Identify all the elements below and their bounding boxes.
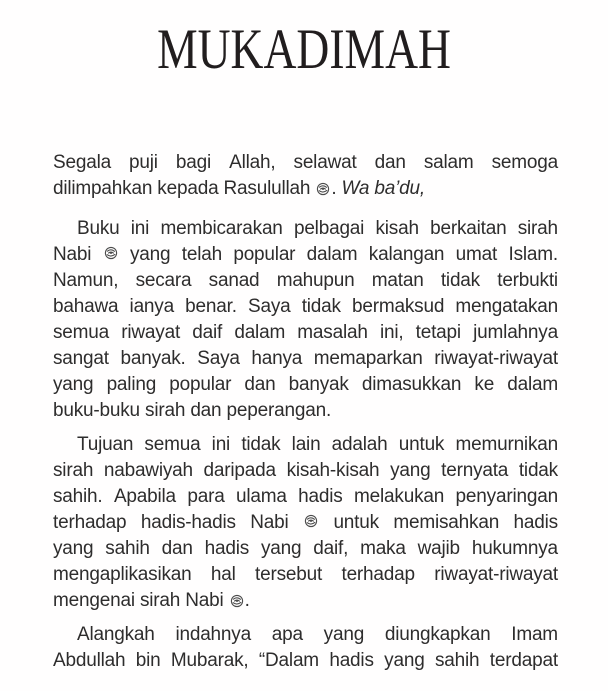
word: kisah [375,218,419,239]
word: Buku [77,218,120,239]
text-line [53,176,558,202]
word: hadis [298,486,343,507]
text-line [53,648,558,674]
word: daif, [313,538,349,559]
word: sirah [53,460,94,481]
text-line [53,320,558,346]
word: kisah-kisah [286,460,380,481]
word: hal [210,564,236,585]
word: Namun, [53,270,119,291]
word: ternyata [441,460,509,481]
pbuh-honorific: . [229,588,250,614]
word: Islam. [508,244,558,265]
word: mengaplikasikan [53,564,192,585]
text-line [53,294,558,320]
word: semua [53,322,110,343]
word: dan [190,400,222,421]
word: dalam [234,322,286,343]
word: Alangkah [77,624,155,645]
word: semua [144,434,201,455]
word: Allah, [229,152,276,173]
word: dalam [306,244,358,265]
word: tetapi [415,322,461,343]
word: memaparkan [313,348,423,369]
word: terdapat [489,650,558,671]
word: riwayat-riwayat [434,348,558,369]
word: sirah [145,400,186,421]
word: Segala [53,152,111,173]
word: dan [374,152,406,173]
word: Nabi [250,512,289,533]
word: telah [181,244,222,265]
word: umat [455,244,498,265]
word: tidak [241,434,281,455]
word: bahawa [53,296,119,317]
word: semoga [491,152,558,173]
word: daif [192,322,223,343]
word: yang [130,244,171,265]
word: untuk [333,512,379,533]
word: popular [233,244,296,265]
word: hadis [513,512,558,533]
text-line [53,242,558,268]
word: yang [260,538,302,559]
word: ini [130,218,150,239]
word: secara [135,270,192,291]
word: matan [371,270,424,291]
pbuh-honorific [303,514,319,528]
word: daripada [203,460,276,481]
word: dimasukkan [361,374,462,395]
word: Saya [197,348,240,369]
word: Abdullah [53,650,126,671]
word: terhadap [53,512,127,533]
word: bermaksud [352,296,445,317]
word: maka [360,538,406,559]
word: Tujuan [77,434,134,455]
word: sangat [53,348,109,369]
word: jumlahnya [473,322,558,343]
word: hadis [329,650,374,671]
word: mengenai [53,590,135,611]
word: terbukti [497,270,558,291]
word: melakukan [354,486,445,507]
pbuh-calligraphy-icon [304,514,318,528]
word: riwayat [121,322,181,343]
text-line [53,216,558,242]
body-text [0,150,608,674]
word: yang [384,650,425,671]
word: tidak [301,296,341,317]
text-line [53,458,558,484]
word: hanya [251,348,303,369]
word: ke [474,374,495,395]
word: memisahkan [393,512,500,533]
pbuh-calligraphy-icon [230,594,244,608]
word: Rasulullah [223,178,311,199]
word: pelbagai [293,218,365,239]
word: mahupun [276,270,355,291]
word: ulama [236,486,287,507]
word: yang [390,460,431,481]
text-line [53,536,558,562]
word: Nabi [185,590,224,611]
word: ini [211,434,231,455]
word: bagi [175,152,212,173]
word: dan [244,374,276,395]
word: hadis [204,538,250,559]
pbuh-honorific: . [315,176,336,202]
text-line [53,398,558,424]
word: peperangan. [226,400,332,421]
word: sahih. [53,486,103,507]
word: tidak [440,270,480,291]
word: selawat [293,152,357,173]
word: buku-buku [53,400,140,421]
word: tidak [518,460,558,481]
word: Nabi [53,244,92,265]
word: membicarakan [160,218,283,239]
word: yang [53,374,94,395]
word: Imam [511,624,558,645]
word: Saya [248,296,291,317]
word: mengatakan [455,296,558,317]
word: sirah [139,590,181,611]
pbuh-honorific [103,246,119,260]
word: ianya [129,296,174,317]
word: yang [323,624,365,645]
word: dilimpahkan [53,178,153,199]
text-line [53,588,558,614]
word: memurnikan [455,434,558,455]
word: nabawiyah [103,460,193,481]
word: bin [135,650,161,671]
word: kalangan [368,244,445,265]
word: banyak [288,374,349,395]
word: untuk [398,434,445,455]
word: “Dalam [258,650,319,671]
word: diungkapkan [384,624,491,645]
text-line [53,510,558,536]
word: yang [53,538,94,559]
word: adalah [331,434,388,455]
word: terhadap [341,564,415,585]
word: sahih [434,650,480,671]
word: ini, [379,322,404,343]
word: masalah [297,322,368,343]
text-line [53,268,558,294]
word: tersebut [255,564,323,585]
word: benar. [185,296,237,317]
word: wajib [417,538,460,559]
word: Mubarak, [170,650,249,671]
word: hukumnya [471,538,558,559]
word: lain [291,434,321,455]
word: penyaringan [455,486,558,507]
word: dan [161,538,193,559]
paragraph [53,150,558,202]
word: hadis-hadis [140,512,236,533]
text-line [53,372,558,398]
text-line [53,562,558,588]
page-title: MUKADIMAH [157,18,451,81]
word: banyak. [120,348,186,369]
word: para [187,486,225,507]
word: sahih [105,538,150,559]
text-line [53,484,558,510]
word: salam [423,152,474,173]
text-line [53,622,558,648]
word: riwayat-riwayat [434,564,558,585]
pbuh-calligraphy-icon [104,246,118,260]
word: puji [129,152,158,173]
word: sanad [208,270,260,291]
word: berkaitan [430,218,507,239]
word: sirah [517,218,558,239]
paragraph [53,432,558,614]
word: Wa [341,178,370,199]
word: Apabila [113,486,176,507]
word: dalam [507,374,558,395]
word: apa [271,624,303,645]
pbuh-calligraphy-icon [316,182,330,196]
word: kepada [157,178,219,199]
word: ba’du, [374,178,425,199]
text-line [53,432,558,458]
word: paling [106,374,157,395]
word: popular [169,374,232,395]
paragraph [53,622,558,674]
text-line [53,150,558,176]
text-line [53,346,558,372]
word: indahnya [175,624,251,645]
paragraph [53,216,558,424]
